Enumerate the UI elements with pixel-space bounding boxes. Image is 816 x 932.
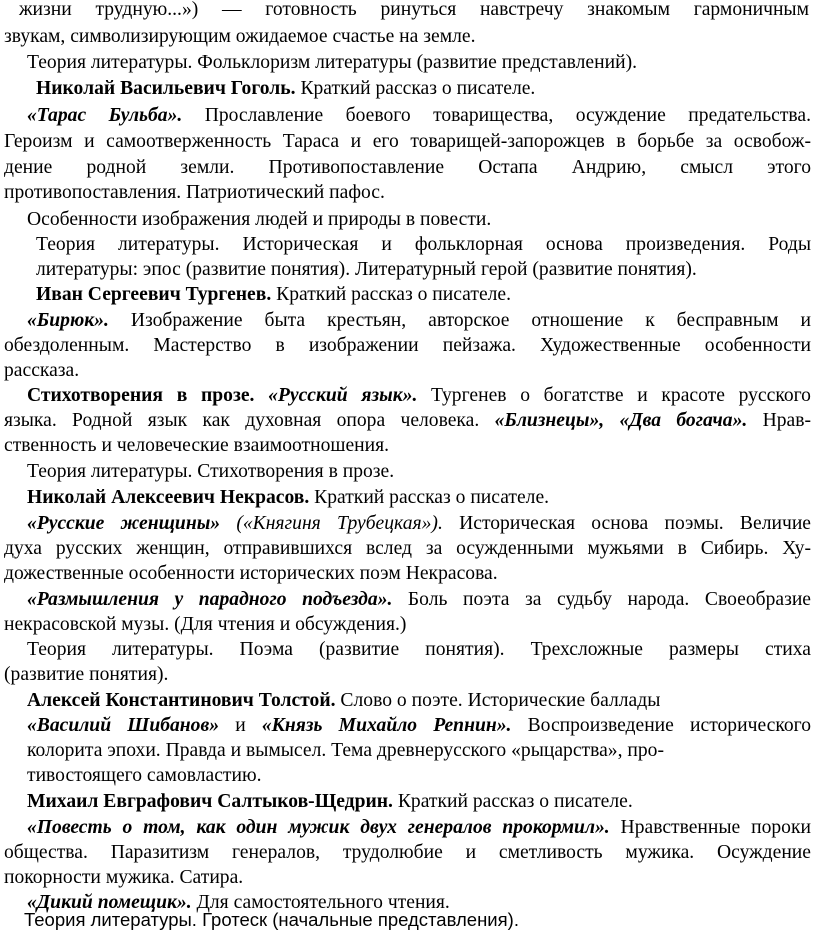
text-line [27,764,262,788]
text-span: Краткий рассказ о писателе. [309,487,550,508]
text-span: Теория литературы. Гротеск (начальные представления). [24,909,519,930]
text-span: Теория литературы. Поэма (развитие понятия). Трехсложные размеры стиха [27,639,811,660]
text-span: Героизм и самоотверженность Тараса и его товарищей-запорожцев в борьбе за освобож- [4,131,811,152]
text-span: рассказа. [4,360,80,381]
work-title: «Повесть о том, как один мужик двух генералов прокормил». [27,817,610,838]
text-span: Краткий рассказ о писателе. [271,284,512,305]
work-title: «Русские женщины» [27,513,221,534]
text-span: Теория литературы. Фольклоризм литературы (развитие представлений). [27,52,637,73]
text-span: (развитие понятия). [4,664,169,685]
text-span [254,385,268,406]
text-line [27,689,660,713]
text-line [4,409,811,433]
text-line [4,562,498,586]
text-span: Историческая основа поэмы. Величие [442,513,811,534]
text-span: духа русских женщин, отправившихся вслед за осужденными мужьями в Сибирь. Ху- [4,538,811,559]
text-span: Краткий рассказ о писателе. [295,78,536,99]
text-span: некрасовской музы. (Для чтения и обсуждения.) [4,614,407,635]
text-line [27,460,394,484]
text-span: Теория литературы. Историческая и фольклорная основа произведения. Роды [36,234,811,255]
text-line [4,841,811,865]
author-name: Алексей Константинович Толстой. [27,690,336,711]
text-line [27,384,811,408]
work-title: «Князь Михайло Репнин». [261,715,512,736]
text-line [27,739,664,763]
text-line [4,156,811,180]
text-line [36,233,811,257]
text-span: колорита эпохи. Правда и вымысел. Тема древнерусского «рыцарства», про- [27,740,664,761]
text-span: покорности мужика. Сатира. [4,867,244,888]
text-span: Особенности изображения людей и природы в повести. [27,209,492,230]
text-span: Теория литературы. Стихотворения в прозе. [27,461,395,482]
text-line [27,816,811,840]
text-span: Боль поэта за судьбу народа. Своеобразие [392,589,811,610]
text-span: жизни трудную...») — готовность ринуться навстречу знакомым гармоничным [19,0,809,20]
text-span: Прославление боевого товарищества, осуждение предательства. [182,105,811,126]
text-line [27,588,811,612]
text-line [27,714,811,738]
text-line [27,309,811,333]
text-span: Для самостоятельного чтения. [191,892,450,913]
text-span: Изображение быта крестьян, авторское отношение к бесправным и [108,310,811,331]
work-title: «Размышления у парадного подъезда». [27,589,393,610]
text-line [4,181,385,205]
text-line [4,866,243,890]
text-line [27,790,633,814]
text-span: дожественные особенности исторических поэм Некрасова. [4,563,498,584]
text-span: ственность и человеческие взаимоотношения. [4,435,390,456]
author-name: Иван Сергеевич Тургенев. [36,284,272,305]
text-span: литературы: эпос (развитие понятия). Литературный герой (развитие понятия). [36,259,697,280]
text-line [27,638,811,662]
text-line [36,77,535,101]
text-line [27,486,549,510]
text-line [4,613,406,637]
text-line [4,434,389,458]
text-span: Краткий рассказ о писателе. [392,791,633,812]
text-line [19,0,809,22]
text-line [27,208,491,232]
text-span: общества. Паразитизм генералов, трудолюбие и сметливость мужика. Осуждение [4,842,811,863]
text-span: дение родной земли. Противопоставление Остапа Андрию, смысл этого [4,157,811,178]
text-span: тивостоящего самовластию. [27,765,262,786]
text-span: Слово о поэте. Исторические баллады [335,690,661,711]
work-title: «Бирюк». [27,310,109,331]
work-title: «Василий Шибанов» [27,715,220,736]
text-span: противопоставления. Патриотический пафос. [4,182,385,203]
author-name: Николай Алексеевич Некрасов. [27,487,310,508]
text-line [27,104,811,128]
text-span: звукам, символизирующим ожидаемое счастье на земле. [4,26,476,47]
text-line [4,334,811,358]
text-line [36,258,697,282]
text-line [4,25,475,49]
work-title: «Близнецы», «Два богача». [494,410,748,431]
text-span: Воспроизведение исторического [511,715,811,736]
text-line [4,537,811,561]
text-line [27,512,811,536]
text-line [4,663,168,687]
text-line [27,51,637,75]
work-title: «Дикий помещик». [27,892,192,913]
text-line [24,908,519,932]
text-span: Нрав- [747,410,811,431]
text-span: и [219,715,262,736]
text-line [4,130,811,154]
section-title: Стихотворения в прозе. [27,385,255,406]
work-subtitle: («Княгиня Трубецкая»). [220,513,443,534]
work-title: «Русский язык». [268,385,418,406]
text-span: Тургенев о богатстве и красоте русского [417,385,811,406]
text-line [4,359,79,383]
work-title: «Тарас Бульба». [27,105,183,126]
text-span: Нравственные пороки [609,817,811,838]
text-line [36,283,511,307]
text-span: языка. Родной язык как духовная опора человека. [4,410,495,431]
text-span: обездоленным. Мастерство в изображении пейзажа. Художественные особенности [4,335,811,356]
author-name: Николай Васильевич Гоголь. [36,78,296,99]
author-name: Михаил Евграфович Салтыков-Щедрин. [27,791,393,812]
